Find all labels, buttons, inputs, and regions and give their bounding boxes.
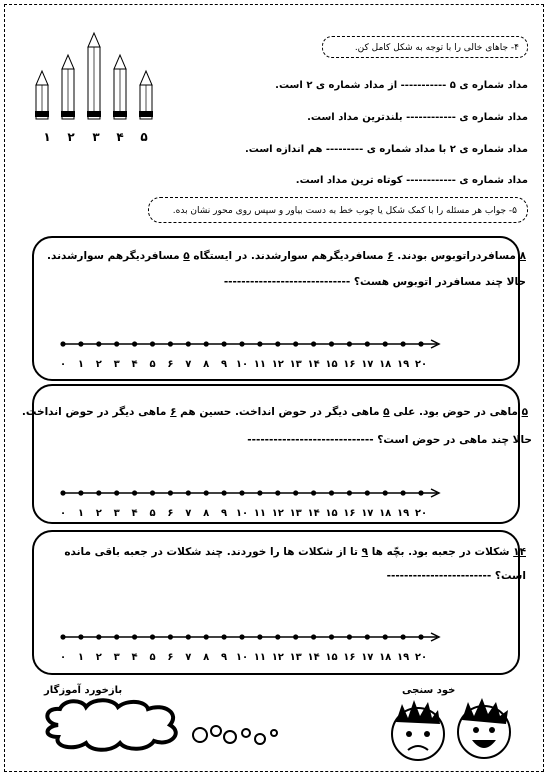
tick-label: ۱۹ <box>396 652 410 663</box>
tick-dot <box>383 634 388 639</box>
tick-dot <box>239 634 244 639</box>
problem-2-text-c: ماهی دیگر در حوض انداخت. <box>21 406 167 418</box>
happy-face-icon <box>458 698 510 758</box>
tick-dot <box>96 634 101 639</box>
tick-dot <box>60 634 65 639</box>
problem-1-number-b: ۶ <box>387 250 394 262</box>
tick-dot <box>168 634 173 639</box>
tick-label: ۷ <box>185 508 192 519</box>
problem-2-number-a: ۵ <box>521 406 528 418</box>
tick-label: ۳ <box>113 359 120 370</box>
teacher-feedback-label: بازخورد آموزگار <box>44 685 123 696</box>
tick-dot <box>78 490 83 495</box>
decorative-dots <box>190 715 380 755</box>
tick-dot <box>311 634 316 639</box>
tick-label: ۱۸ <box>379 359 392 370</box>
tick-label: ۸ <box>203 652 210 663</box>
tick-label: ۴ <box>131 652 138 663</box>
tick-dot <box>204 341 209 346</box>
q4-line-1: مداد شماره ی ۵ ----------- از مداد شماره ی ۲ است. <box>275 80 528 91</box>
tick-label: ۲ <box>95 508 102 519</box>
tick-dot <box>222 341 227 346</box>
tick-dot <box>204 634 209 639</box>
tick-dot <box>78 341 83 346</box>
tick-dot <box>132 634 137 639</box>
tick-dot <box>239 341 244 346</box>
tick-label: ۱۸ <box>379 652 392 663</box>
q4-instruction: ۴- جاهای خالی را با توجه به شکل کامل کن. <box>354 43 519 53</box>
tick-dot <box>239 490 244 495</box>
tick-label: ۶ <box>167 652 174 663</box>
tick-label: ۷ <box>185 359 192 370</box>
tick-dot <box>150 490 155 495</box>
tick-dot <box>365 490 370 495</box>
tick-label: ۱۰ <box>235 359 249 370</box>
problem-1-number-a: ۸ <box>519 250 526 262</box>
faces-illustration <box>388 696 518 766</box>
number-line-3 <box>60 633 439 641</box>
tick-dot <box>418 490 423 495</box>
tick-label: ۹ <box>221 359 228 370</box>
problem-2-number-b: ۵ <box>383 406 390 418</box>
tick-dot <box>365 634 370 639</box>
sad-face-icon <box>392 700 444 760</box>
problem-3-number-b: ۹ <box>361 546 369 558</box>
problem-3-text-b: تا از شکلات ها را خوردند. چند شکلات در جعبه باقی مانده <box>64 546 358 558</box>
tick-label: ۲۰ <box>414 508 428 519</box>
tick-label: ۵ <box>149 652 156 663</box>
tick-label: ۵ <box>149 508 156 519</box>
tick-dot <box>257 490 262 495</box>
tick-label: ۱۳ <box>289 359 302 370</box>
problem-2-text-a: ماهی در حوض بود. علی <box>393 406 518 418</box>
tick-label: ۱۷ <box>361 359 374 370</box>
tick-label: ۶ <box>167 359 174 370</box>
tick-dot <box>329 341 334 346</box>
tick-dot <box>401 634 406 639</box>
tick-dot <box>132 341 137 346</box>
tick-label: ۹ <box>221 652 228 663</box>
tick-label: ۱۰ <box>235 652 249 663</box>
tick-dot <box>96 341 101 346</box>
tick-label: ۲۰ <box>414 652 428 663</box>
tick-dot <box>114 634 119 639</box>
tick-dot <box>186 634 191 639</box>
tick-dot <box>311 490 316 495</box>
tick-dot <box>60 490 65 495</box>
tick-label: ۱۰ <box>235 508 249 519</box>
tick-dot <box>114 341 119 346</box>
tick-label: ۱۳ <box>289 652 302 663</box>
q5-instruction: ۵- جواب هر مسئله را با کمک شکل یا چوب خط به دست بیاور و سپس روی محور نشان بده. <box>172 206 517 216</box>
tick-label: ۰ <box>59 508 67 519</box>
pencil-number: ۲ <box>67 130 75 144</box>
problem-2-text-b: ماهی دیگر در حوض انداخت. حسین هم <box>180 406 380 418</box>
tick-label: ۵ <box>149 359 156 370</box>
tick-dot <box>186 341 191 346</box>
problem-1-number-c: ۵ <box>183 250 190 262</box>
tick-label: ۱ <box>77 508 84 519</box>
number-line-2 <box>60 489 439 497</box>
tick-label: ۱۳ <box>289 508 302 519</box>
tick-label: ۳ <box>113 652 120 663</box>
tick-dot <box>347 341 352 346</box>
tick-label: ۱۵ <box>325 508 338 519</box>
tick-label: ۹ <box>221 508 228 519</box>
tick-dot <box>293 634 298 639</box>
feedback-cloud <box>38 695 188 755</box>
tick-label: ۰ <box>59 652 67 663</box>
tick-label: ۱۱ <box>253 652 266 663</box>
tick-dot <box>383 341 388 346</box>
tick-label: ۱۱ <box>253 508 266 519</box>
tick-dot <box>186 490 191 495</box>
tick-label: ۱ <box>77 359 84 370</box>
tick-label: ۱۶ <box>343 652 356 663</box>
tick-label: ۱۲ <box>271 359 284 370</box>
tick-label: ۷ <box>185 652 192 663</box>
tick-label: ۳ <box>113 508 120 519</box>
tick-dot <box>293 341 298 346</box>
tick-label: ۱۴ <box>307 359 320 370</box>
tick-dot <box>329 490 334 495</box>
tick-dot <box>383 490 388 495</box>
tick-label: ۲۰ <box>414 359 428 370</box>
tick-dot <box>347 634 352 639</box>
tick-label: ۲ <box>95 359 102 370</box>
tick-dot <box>222 634 227 639</box>
tick-dot <box>257 634 262 639</box>
tick-label: ۱۲ <box>271 652 284 663</box>
problem-1-text-b: مسافردیگرهم سوارشدند. در ایستگاه <box>193 250 384 262</box>
tick-dot <box>78 634 83 639</box>
pencil-number: ۵ <box>140 130 148 144</box>
problem-3-question: است؟ ------------------------ <box>386 570 526 582</box>
tick-label: ۱۲ <box>271 508 284 519</box>
tick-dot <box>311 341 316 346</box>
tick-label: ۱۹ <box>396 508 410 519</box>
tick-dot <box>329 634 334 639</box>
tick-dot <box>401 341 406 346</box>
tick-dot <box>401 490 406 495</box>
tick-dot <box>275 634 280 639</box>
pencil-number: ۳ <box>92 130 100 144</box>
tick-dot <box>114 490 119 495</box>
problem-1-text-a: مسافردراتوبوس بودند. <box>397 250 516 262</box>
tick-label: ۸ <box>203 359 210 370</box>
q4-line-4: مداد شماره ی ------------ کوتاه ترین مداد است. <box>295 175 528 186</box>
tick-dot <box>204 490 209 495</box>
tick-dot <box>418 634 423 639</box>
tick-label: ۸ <box>203 508 210 519</box>
tick-dot <box>275 490 280 495</box>
problem-1-question: حالا چند مسافردر اتوبوس هست؟ ----------------------------- <box>223 276 526 288</box>
tick-label: ۶ <box>167 508 174 519</box>
tick-dot <box>168 341 173 346</box>
number-line-1 <box>60 340 439 348</box>
self-assessment-label: خود سنجی <box>402 685 456 696</box>
tick-label: ۱۷ <box>361 508 374 519</box>
q4-line-2: مداد شماره ی ------------ بلندترین مداد است. <box>307 112 528 123</box>
q4-line-3: مداد شماره ی ۲ با مداد شماره ی --------- هم اندازه است. <box>244 144 528 155</box>
problem-2-question: حالا چند ماهی در حوض است؟ ----------------------------- <box>247 434 532 446</box>
tick-label: ۱ <box>77 652 84 663</box>
tick-label: ۴ <box>131 508 138 519</box>
tick-dot <box>150 634 155 639</box>
tick-dot <box>257 341 262 346</box>
tick-label: ۱۴ <box>307 508 320 519</box>
tick-dot <box>418 341 423 346</box>
tick-label: ۱۱ <box>253 359 266 370</box>
tick-dot <box>347 490 352 495</box>
problem-3-number-a: ۱۴ <box>513 546 526 558</box>
tick-dot <box>132 490 137 495</box>
pencil-number: ۱ <box>43 130 51 144</box>
problem-2-number-c: ۶ <box>170 406 177 418</box>
tick-dot <box>365 341 370 346</box>
tick-label: ۱۶ <box>343 359 356 370</box>
cloud-shape <box>47 700 175 750</box>
tick-label: ۱۷ <box>361 652 374 663</box>
problem-3-text-a: شکلات در جعبه بود. بچّه ها <box>371 546 510 558</box>
tick-dot <box>293 490 298 495</box>
tick-label: ۰ <box>59 359 67 370</box>
tick-label: ۴ <box>131 359 138 370</box>
problem-1-text-c: مسافردیگرهم سوارشدند. <box>47 250 180 262</box>
tick-label: ۱۵ <box>325 359 338 370</box>
tick-dot <box>168 490 173 495</box>
tick-dot <box>96 490 101 495</box>
tick-label: ۱۸ <box>379 508 392 519</box>
tick-label: ۱۵ <box>325 652 338 663</box>
tick-label: ۱۹ <box>396 359 410 370</box>
tick-label: ۱۴ <box>307 652 320 663</box>
pencil-number: ۴ <box>116 130 124 144</box>
tick-dot <box>275 341 280 346</box>
tick-label: ۱۶ <box>343 508 356 519</box>
tick-dot <box>222 490 227 495</box>
tick-label: ۲ <box>95 652 102 663</box>
tick-dot <box>60 341 65 346</box>
tick-dot <box>150 341 155 346</box>
